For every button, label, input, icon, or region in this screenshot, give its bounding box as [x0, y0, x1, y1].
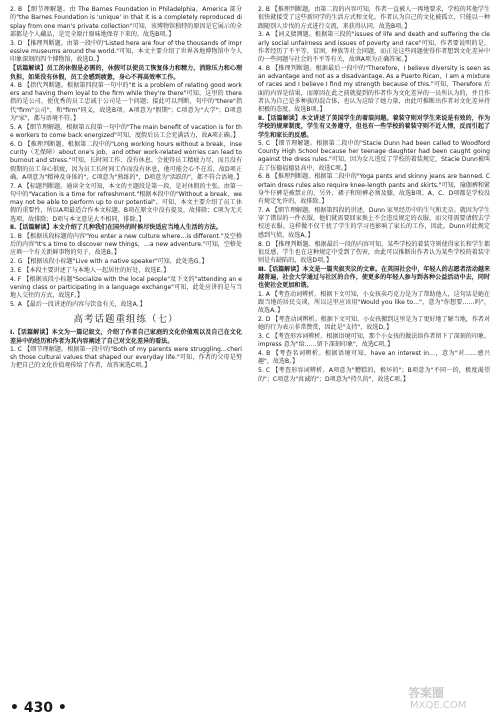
- left-answer-item: 4. F 【根据该段小标题"Socialize with the local people"及下文的"attending an evening class or participating in a language exchange"可知，此处应讲的是与当地人交往的方式，故选F。】: [10, 275, 242, 300]
- page-number: • 430 •: [10, 700, 67, 716]
- left-answer-item: 4. B 【指代判断题。根据第四段第一句中的"It is a problem of relating good workers and having them loyal to the firm while they're there"可知，这里的 there 指的是公司，使优秀的员工忠诚于公司是一个问题；接此可以判断，句中的"there"指代"firm"公司"，和"firm"同义，故选B项。A项意为"假期"；C项意为"大学"；D项意为"家"，都与语境不符。】: [10, 81, 242, 122]
- left-answer-item: 1. C 【细节理解题。根据第一段中的"Both of my parents were struggling…cherish those cultural values that shaped our everyday life."可知，作者的父母是努力把自己的文化价值观传给了作者，故答案选C项。】: [10, 345, 242, 370]
- right-answer-item: 5. C 【考查形容词辨析。A项意为"糟糕的，极坏的"；B项意为"不同一的，极度渴望的"；C项意为"真诚的"；D项意为"持久的"，故选C项。】: [258, 367, 490, 383]
- right-answer-item: 2. D 【考查动词辨析。根据下文可知，小女孩搬到这里是为了更好地了解当地，作者对她的行为表示非常赞赏，因此是"支持"，故选D。】: [258, 316, 490, 332]
- right-answer-item: 7. A 【细节理解题。根据第四段的讲述，Dunn 家里经历中的生气和无奈。就因为学生穿了错误的一件衣服，他们就需要回家换上不会违反规定的衣服，而父母需要请假去学校送衣服。这样做不仅干扰了学生的学习也影响了家长的工作，因此，Dunn对此规定感到气愤，故选A。】: [258, 206, 490, 239]
- right-answer-item: 8. D 【推理判断题。根据最后一段的内容可知，某些学校的着装守则使得家长和学生都很反感，学生也在这种规定中受到了伤害，由此可以推断出作者认为某些学校的着装守则是有缺陷的，故选D项。】: [258, 240, 490, 265]
- watermark-logo-text: 答案圈: [408, 686, 445, 700]
- site-watermark: [404, 682, 496, 718]
- left-answer-item: 2. G 【根据该段小标题"Live with a native speaker"可知，此处选G。】: [10, 258, 208, 266]
- right-answer-item: 6. B 【推理判断题。根据第二段中的"Yoga pants and skinny jeans are banned. Certain dress rules also require knee-length pants and skirts."可知，瑜伽裤和紧身牛仔裤是被禁止的，另外，裙子和短裤必须及膝，故选B项。A、C、D项都是学校没有规定允许的，故排除。】: [258, 173, 490, 206]
- left-answer-item: 5. A 【细节理解题。根据第五段第一句中的"The main benefit of vacation is for the workers to come back energized"可知，度假后员工会充满活力，故A项正确。】: [10, 123, 242, 139]
- right-answer-item: 3. A 【词义猜测题。根据第三段的"issues of life and death and suffering the clearly social unfairness and issues of poverty and race"可知，作者要说明的是，作者经历了不平等，贫困，种族等社会问题，而正是这些问题使得作者想到文化差异中的一些问题与社会的不平等有关，故填A项为正确答案。】: [258, 31, 490, 64]
- left-section-summary: Ⅱ.【话篇解读】本文介绍了几种我们在国外的时候尽快适应当地人生活的方法。: [10, 224, 222, 232]
- left-answer-item: 7. A 【标题判断题。通读全文可知，本文的主题段是第一段，是对休假的主张。由第一句中的"Vacation is a time for refreshment."根据本段中的"Without a break，we may not be able to perform up to our potential"。可知，本文主要介绍了员工休假的重要性，所以A项最适合作本文标题。B项在原文中没有提及，故排除；C项为无关选项，故排除；D项与本文意见大不相同，排除。】: [10, 182, 242, 223]
- section-title: 高考话题重组练（七）: [73, 314, 179, 326]
- right-answer-item: 5. C 【细节理解题。根据第二段中的"Stacie Dunn had been called to Woodford County High School because her teenage daughter had been caught going against the dress rules."可知，因为女儿违反了学校的着装规定，Stacie Dunn被叫去了伍德福德县高中，故选C项。】: [258, 139, 490, 172]
- right-answer-item: 2. B 【推理判断题。由第二段的内容可知，作者一直被人一再地要求，学校的其他学生很快就接受了这些新同学的生活方式和文化。作者认为自己的文化被孤立，只能以一种跟随别人步伐的方式进行交流，来获得认同，故选B项。】: [258, 6, 490, 30]
- left-passage-summary: 【话篇解读】员工的休假是必需的，休假可以使员工恢复体力和精力，消除压力和心理负担，如果没有休假，员工会感到疲惫，身心不再高效率工作。: [10, 65, 242, 81]
- right-answer-item: 3. C 【考查形容词辨析。根据语境可知，那个小女孩的做法给作者留下了深刻的印象。impress 意为"给……留下深刻印象"，故选C项。】: [258, 333, 490, 349]
- right-answer-item: 1. A 【考查动词辨析。根据下文可知，小女孩卖巧克力是为了帮助他人，这句话是她在跟当地的居民交谈，所以这里应该用"Would you like to…"，意为"你想要……吗"，故选A。】: [258, 290, 490, 315]
- right-answer-item: 4. B 【考查名词辨析。根据语境可知，have an interest in…，意为"对……感兴趣"，故选B。】: [258, 350, 490, 366]
- left-answer-item: 6. D 【推理判断题。根据第二段中的"Long working hours without a break，insecurity（无保障）about one's job，and other work-related worries can lead to burnout and stress."可知，长时间工作、没有休息、会使得员工精疲力尽，而且没有假期的员工身心俱疲，因为员工长时间工作而没有休息，他可能会心不在焉，故D项正确。A项意为"精神及身体的"，C项意为"熟练的"，D项意为"活跃的"，都不符合语境。】: [10, 140, 243, 181]
- left-answer-item: 3. D 【推理判断题。由第一段中的"Listed here are four of the thousands of impressive museums around the world."可知，本文主要介绍了世界各地博物馆中令人印象深刻的四个博物馆，故选D。】: [10, 39, 242, 64]
- left-section-summary: Ⅰ.【话篇解读】本文为一篇记叙文，介绍了作者自己家庭的文化价值观以及自己在文化差异中的经历和作者为其内容阐述了自己对文化差异的看法。: [10, 329, 242, 345]
- left-answer-item: 3. E 【本段主要讲述了与本地人一起居住的好处，故选E。】: [10, 266, 170, 274]
- right-section-summary: Ⅲ.【话篇解读】本文是一篇夹叙夹议的文章。在英国社会中，年轻人的志愿者活动越来越普遍，社会大学通过与社区的合作，使更多的年轻人参与到各种公益活动中去，同时也使社会更加和谐。: [258, 265, 490, 290]
- left-answer-item: 5. A 【最后一段讲述的内容与饮食有关，故选A。】: [10, 301, 146, 309]
- left-answer-item: 2. B 【细节理解题。由 The Barnes Foundation in Philadelphia，America 部分的"the Barnes Foundation is 'unique' in that it is a completely reproduced display from one man's private collection"可知，该博物馆独特的原因是它展示的全部都是个人藏品，是完全原汁原味地保存下来的，故选B项。】: [10, 6, 242, 38]
- left-column: [10, 6, 242, 371]
- right-section-summary: Ⅱ.【话篇解读】本文讲述了美国学生的着装问题。着装守则对学生来说是有效的，作为学校的规章制度，学生有义务遵守，但也有一些学校的着装守则不近人情，反而引起了学生和家长的反感。: [258, 115, 490, 139]
- watermark-url-text: MXQE.COM: [410, 700, 467, 711]
- right-answer-item: 4. B 【推理判断题。根据最后一段中的"Therefore，I believe diversity is seen as an advantage and not as a disadvantage. As a Puerto Rican，I am a mixture of races and I believe I find my strength because of this."可知，Therefore 后面的内容是结果，而原因在此之前就提到的作者作为文化差异的一员所认为的，并且作者认为自己是多种族的混合体，也认为这给了她力量，由此可推断出作者对文化差异持积极的态度，故选B项。】: [258, 64, 490, 114]
- left-answer-item: 1. B 【根据该段标题的内容"You enter a new culture where…is different."及空格后的内容"It's a time to discover new things，…a new adventure."可知，空格处应填一个有关新鲜事物的句子，故选B。】: [10, 232, 242, 257]
- right-column: [258, 6, 490, 384]
